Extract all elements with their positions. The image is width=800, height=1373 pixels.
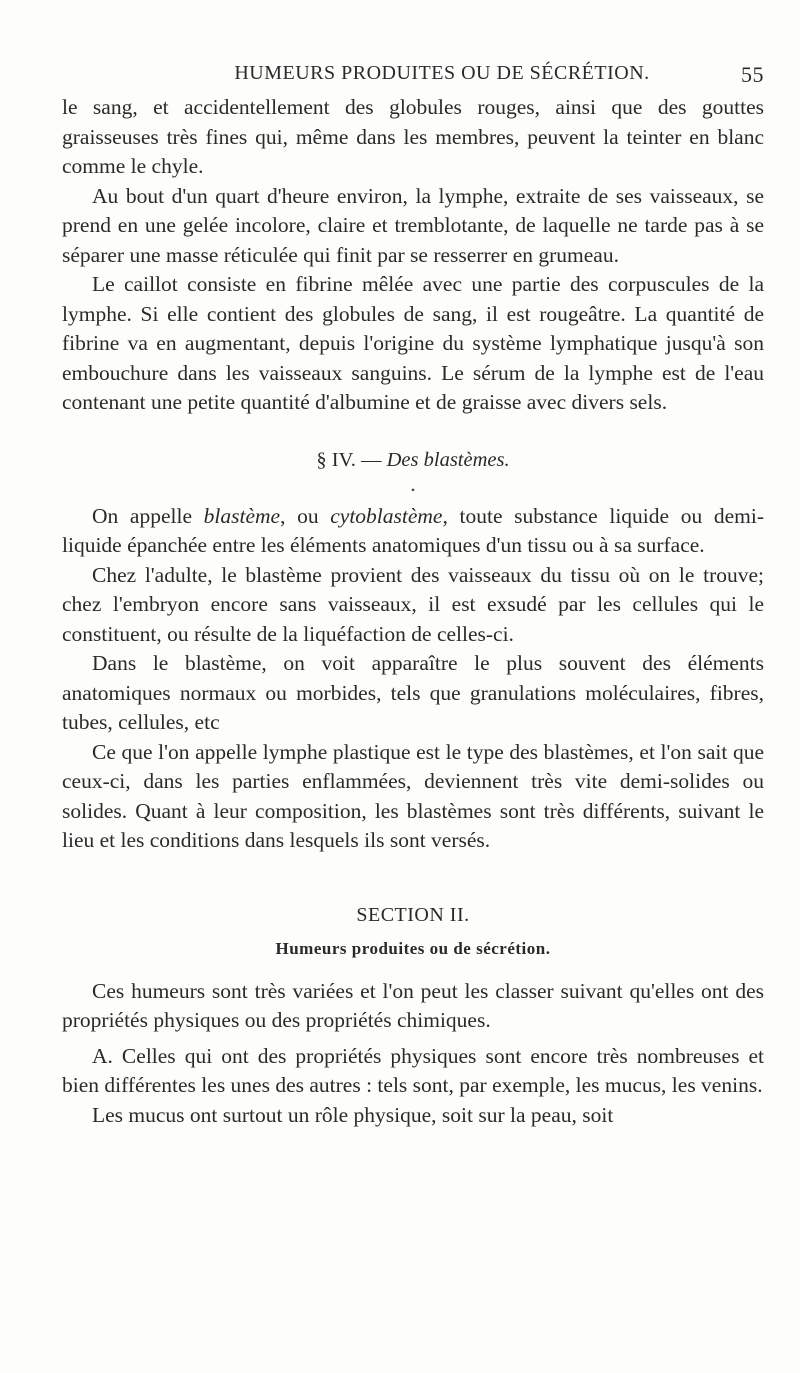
section-number: § IV. — bbox=[316, 448, 382, 471]
definition-lead: On appelle bbox=[92, 503, 204, 528]
page-number: 55 bbox=[741, 62, 764, 87]
paragraph: Ce que l'on appelle lymphe plastique est le type des blastèmes, et l'on sait que ceux-ci, dans les parties enflammées, deviennent très vite demi-solides ou solides. Quant à leur composition, les blastèmes sont très différents, suivant le lieu et les conditions dans lesquels ils sont versés. bbox=[62, 739, 764, 852]
paragraph-definition bbox=[62, 502, 764, 561]
paragraph: le sang, et accidentellement des globules rouges, ainsi que des gouttes graisseuses très fines qui, même dans les membres, peuvent la teinter en blanc comme le chyle. bbox=[62, 95, 764, 178]
definition-mid: , ou bbox=[280, 503, 331, 528]
page-body bbox=[62, 93, 764, 1130]
paragraph: Ces humeurs sont très variées et l'on peut les classer suivant qu'elles ont des propriétés physiques ou des propriétés chimiques. bbox=[62, 978, 764, 1032]
paragraph: Chez l'adulte, le blastème provient des vaisseaux du tissu où on le trouve; chez l'embryon encore sans vaisseaux, il est exsudé par les cellules qui le constituent, ou résulte de la liquéfaction de celles-ci. bbox=[62, 562, 764, 646]
paragraph: Les mucus ont surtout un rôle physique, soit sur la peau, soit bbox=[92, 1102, 614, 1127]
section-heading: SECTION II. bbox=[356, 903, 470, 926]
section-subheading: Humeurs produites ou de sécrétion. bbox=[275, 938, 551, 958]
section-title bbox=[62, 449, 764, 472]
paragraph: Dans le blastème, on voit apparaître le plus souvent des éléments anatomiques normaux ou morbides, tels que granulations moléculaires, fibres, tubes, cellules, etc bbox=[62, 651, 764, 734]
paragraph: Le caillot consiste en fibrine mêlée avec une partie des corpuscules de la lymphe. Si elle contient des globules de sang, il est rougeâtre. La quantité de fibrine va en augmentant, depuis l'origine du système lymphatique jusqu'à son embouchure dans les vaisseaux sanguins. Le sérum de la lymphe est de l'eau contenant une petite quantité d'albumine et de graisse avec divers sels. bbox=[62, 272, 764, 414]
paragraph: Au bout d'un quart d'heure environ, la lymphe, extraite de ses vaisseaux, se prend en une gelée incolore, claire et tremblotante, de laquelle ne tarde pas à se séparer une masse réticulée qui finit par se resserrer en grumeau. bbox=[62, 183, 764, 267]
definition-rest: , toute substance liquide ou demi-liquide épanchée entre les éléments anatomiques d'un tissu ou à sa surface. bbox=[62, 503, 764, 557]
running-header bbox=[120, 62, 764, 92]
running-title: HUMEURS PRODUITES OU DE SÉCRÉTION. bbox=[234, 62, 650, 84]
paragraph: A. Celles qui ont des propriétés physiques sont encore très nombreuses et bien différentes les unes des autres : tels sont, par exemple, les mucus, les venins. bbox=[62, 1043, 764, 1097]
ornament-dot: • bbox=[410, 482, 416, 497]
term-blasteme: blastème bbox=[203, 503, 281, 528]
section-name: Des blastèmes. bbox=[386, 448, 510, 471]
term-cytoblasteme: cytoblastème bbox=[330, 503, 443, 528]
